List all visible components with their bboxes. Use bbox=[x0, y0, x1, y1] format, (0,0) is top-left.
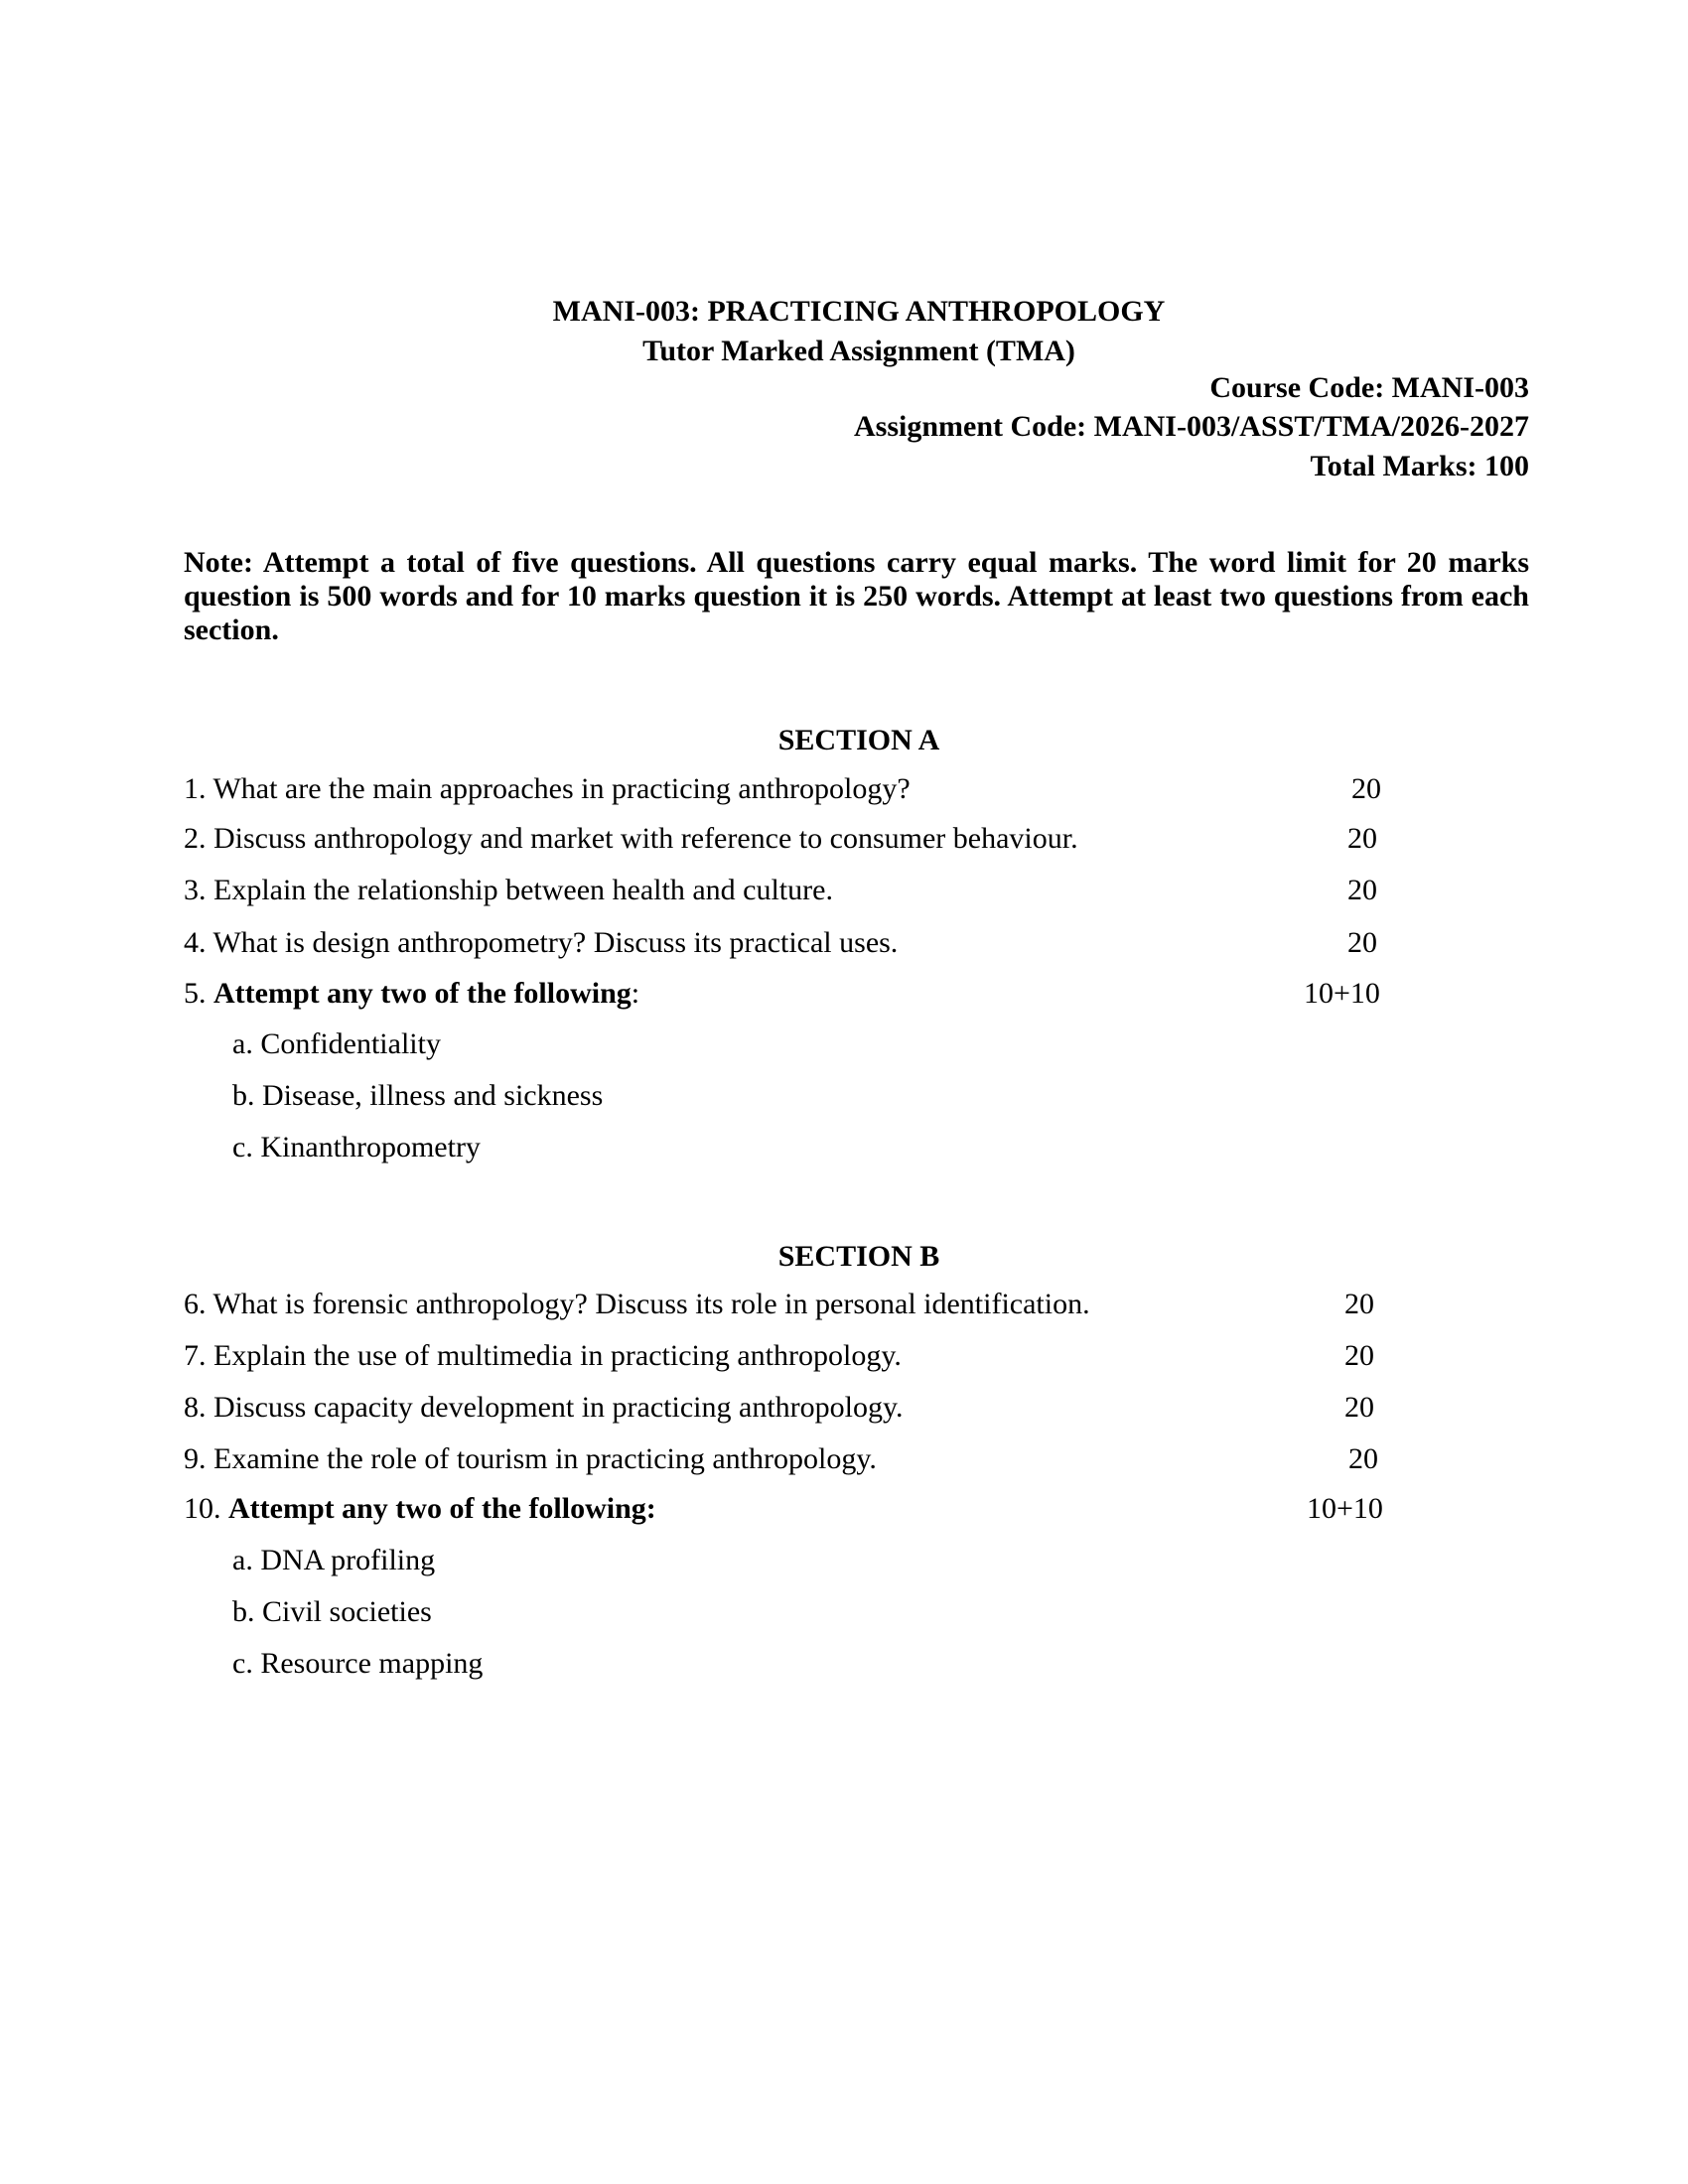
question-number: 4. bbox=[184, 926, 207, 959]
assignment-code: Assignment Code: MANI-003/ASST/TMA/2026-2027 bbox=[853, 410, 1529, 443]
question-text: What is forensic anthropology? Discuss its role in personal identification. bbox=[212, 1288, 1090, 1320]
question-marks: 20 bbox=[1344, 1339, 1374, 1372]
question-item bbox=[184, 771, 911, 807]
question-marks: 20 bbox=[1347, 874, 1377, 906]
question-number: 3. bbox=[184, 874, 207, 906]
question-item bbox=[184, 1390, 904, 1426]
course-code: Course Code: MANI-003 bbox=[1209, 371, 1529, 404]
question-item bbox=[184, 821, 1078, 857]
question-number: 10. bbox=[184, 1492, 221, 1525]
question-marks: 10+10 bbox=[1304, 977, 1380, 1010]
question-item bbox=[184, 1491, 656, 1527]
question-text: Discuss capacity development in practicing anthropology. bbox=[213, 1391, 904, 1424]
question-number: 1. bbox=[184, 772, 207, 805]
question-option: c. Resource mapping bbox=[232, 1647, 484, 1680]
question-number: 5. bbox=[184, 977, 207, 1010]
document-title: MANI-003: PRACTICING ANTHROPOLOGY bbox=[552, 295, 1166, 328]
question-item bbox=[184, 1287, 1090, 1322]
question-marks: 10+10 bbox=[1307, 1492, 1383, 1525]
question-text: Discuss anthropology and market with reference to consumer behaviour. bbox=[213, 822, 1078, 855]
question-marks: 20 bbox=[1348, 1442, 1378, 1475]
question-option: c. Kinanthropometry bbox=[232, 1131, 481, 1163]
question-text-suffix: : bbox=[631, 977, 640, 1010]
document-subtitle: Tutor Marked Assignment (TMA) bbox=[642, 335, 1075, 367]
question-marks: 20 bbox=[1347, 822, 1377, 855]
question-option: b. Disease, illness and sickness bbox=[232, 1079, 604, 1112]
question-text: Explain the use of multimedia in practicing anthropology. bbox=[213, 1339, 902, 1372]
question-item bbox=[184, 925, 898, 961]
question-text: Explain the relationship between health and culture. bbox=[213, 874, 833, 906]
question-option: a. Confidentiality bbox=[232, 1027, 441, 1060]
question-number: 9. bbox=[184, 1442, 207, 1475]
question-marks: 20 bbox=[1351, 772, 1381, 805]
question-text: Attempt any two of the following bbox=[213, 977, 632, 1010]
question-text: What are the main approaches in practicing anthropology? bbox=[212, 772, 911, 805]
question-number: 8. bbox=[184, 1391, 207, 1424]
section-b-heading: SECTION B bbox=[777, 1240, 940, 1273]
question-text: Examine the role of tourism in practicing anthropology. bbox=[213, 1442, 877, 1475]
total-marks: Total Marks: 100 bbox=[1310, 450, 1529, 482]
question-item bbox=[184, 873, 833, 908]
question-option: b. Civil societies bbox=[232, 1595, 432, 1628]
question-number: 7. bbox=[184, 1339, 207, 1372]
question-marks: 20 bbox=[1347, 926, 1377, 959]
question-number: 6. bbox=[184, 1288, 207, 1320]
question-marks: 20 bbox=[1344, 1391, 1374, 1424]
question-text: What is design anthropometry? Discuss its practical uses. bbox=[212, 926, 899, 959]
instructions-note: Note: Attempt a total of five questions. All questions carry equal marks. The word limit for 20 marks question is 500 words and for 10 marks question it is 250 words. Attempt at least two questions from each section. bbox=[184, 546, 1529, 646]
question-text: Attempt any two of the following: bbox=[228, 1492, 656, 1525]
question-option: a. DNA profiling bbox=[232, 1544, 436, 1576]
question-number: 2. bbox=[184, 822, 207, 855]
question-item bbox=[184, 1338, 902, 1374]
question-item bbox=[184, 1441, 877, 1477]
question-item bbox=[184, 976, 639, 1012]
section-a-heading: SECTION A bbox=[777, 724, 940, 756]
question-marks: 20 bbox=[1344, 1288, 1374, 1320]
